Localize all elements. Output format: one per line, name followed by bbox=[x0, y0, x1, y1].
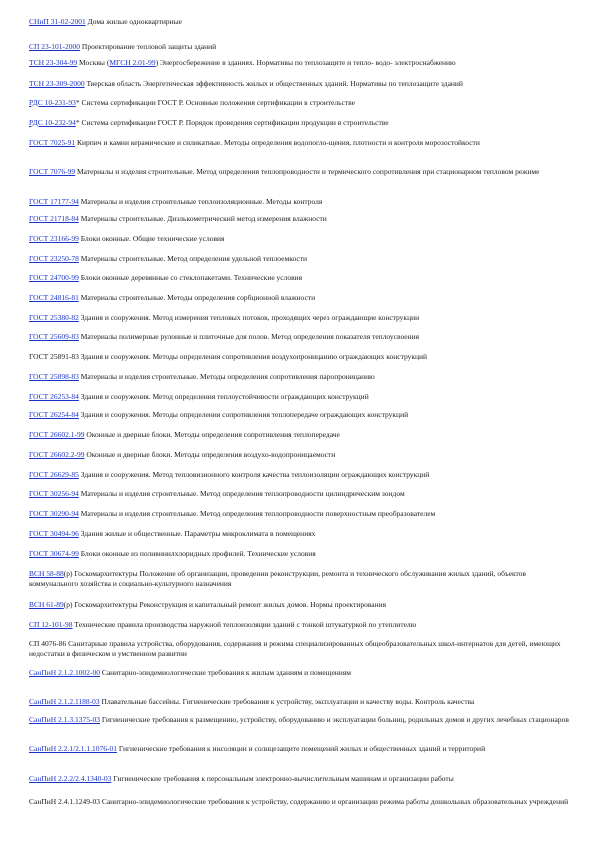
document-code-link[interactable]: СанПиН 2.2.1/2.1.1.1076-01 bbox=[29, 744, 118, 753]
reference-entry bbox=[29, 797, 569, 807]
document-title-text: Здания и сооружения. Метод определения теплоустойчивости ограждающих конструкций bbox=[78, 392, 369, 401]
document-title-text: СП 4076-86 Санитарные правила устройства, оборудования, содержания и режима специализированных общеобразовательных школ-интернатов для детей, имеющих недостатки в физическом и умственном развитии bbox=[29, 639, 561, 658]
document-code-link[interactable]: ГОСТ 26602.1-99 bbox=[29, 430, 85, 439]
document-title-text: Здания и сооружения. Методы определения сопротивления теплопередаче ограждающих конструкций bbox=[78, 410, 409, 419]
document-title-text: Технические правила производства наружной теплоизоляции зданий с тонкой штукатуркой по утеплителю bbox=[72, 620, 417, 629]
document-title-text: Здания и сооружения. Метод измерения тепловых потоков, проходящих через ограждающие конструкции bbox=[78, 313, 420, 322]
reference-entry bbox=[29, 332, 569, 342]
reference-entry bbox=[29, 293, 569, 303]
document-code-link[interactable]: ТСН 23-309-2000 bbox=[29, 79, 85, 88]
document-code-link[interactable]: СанПиН 2.1.3.1375-03 bbox=[29, 715, 100, 724]
reference-entry bbox=[29, 744, 569, 754]
document-code-link[interactable]: ВСН 58-88 bbox=[29, 569, 64, 578]
document-code-link[interactable]: ГОСТ 25609-83 bbox=[29, 332, 79, 341]
document-title-text: Материалы и изделия строительные. Метод определения теплопроводности и термического сопротивления при стационарном тепловом режиме bbox=[75, 167, 540, 176]
reference-entry bbox=[29, 529, 569, 539]
document-title-text: Материалы строительные. Метод определения удельной теплоемкости bbox=[78, 254, 308, 263]
document-title-text: Здания и сооружения. Метод тепловизионного контроля качества теплоизоляции ограждающих конструкций bbox=[78, 470, 430, 479]
document-code-link[interactable]: СП 12-101-98 bbox=[29, 620, 73, 629]
document-code-link[interactable]: ГОСТ 26602.2-99 bbox=[29, 450, 85, 459]
reference-entry bbox=[29, 715, 569, 725]
document-code-link[interactable]: СанПиН 2.1.2.1188-03 bbox=[29, 697, 100, 706]
reference-entry bbox=[29, 392, 569, 402]
document-title-text: (р) Госкомархитектуры Реконструкция и капитальный ремонт жилых домов. Нормы проектирования bbox=[63, 600, 387, 609]
reference-entry bbox=[29, 42, 569, 52]
document-code-link[interactable]: СНиП 31-02-2001 bbox=[29, 17, 86, 26]
document-title-text: СанПиН 2.4.1.1249-03 Санитарно-эпидемиологические требования к устройству, содержанию и организации режима работы дошкольных образовательных учреждений bbox=[29, 797, 569, 806]
document-code-link[interactable]: ГОСТ 24700-99 bbox=[29, 273, 79, 282]
document-code-link[interactable]: РДС 10-232-94 bbox=[29, 118, 76, 127]
reference-entry bbox=[29, 17, 569, 27]
document-title-text: Проектирование тепловой защиты зданий bbox=[80, 42, 217, 51]
reference-entry bbox=[29, 197, 569, 207]
document-code-link[interactable]: ГОСТ 25898-83 bbox=[29, 372, 79, 381]
document-title-text: Здания жилые и общественные. Параметры микроклимата в помещениях bbox=[78, 529, 316, 538]
reference-entry bbox=[29, 450, 569, 460]
reference-entry bbox=[29, 167, 569, 177]
reference-entry bbox=[29, 569, 569, 589]
document-code-link[interactable]: ГОСТ 17177-94 bbox=[29, 197, 79, 206]
document-code-link[interactable]: МГСН 2.01-99 bbox=[109, 58, 156, 67]
reference-entry bbox=[29, 620, 569, 630]
document-title-text: Москвы ( bbox=[77, 58, 110, 67]
document-code-link[interactable]: ГОСТ 7025-91 bbox=[29, 138, 76, 147]
reference-entry bbox=[29, 430, 569, 440]
reference-entry bbox=[29, 234, 569, 244]
document-code-link[interactable]: ГОСТ 7076-99 bbox=[29, 167, 76, 176]
reference-entry bbox=[29, 600, 569, 610]
document-title-text: Оконные и дверные блоки. Методы определения сопротивления теплопередаче bbox=[84, 430, 340, 439]
document-title-text: ГОСТ 25891-83 Здания и сооружения. Методы определения сопротивления воздухопроницанию ограждающих конструкций bbox=[29, 352, 428, 361]
reference-entry bbox=[29, 214, 569, 224]
reference-entry bbox=[29, 58, 569, 68]
reference-entry bbox=[29, 489, 569, 499]
reference-entry bbox=[29, 138, 569, 148]
document-code-link[interactable]: ГОСТ 23166-99 bbox=[29, 234, 79, 243]
document-title-text: Материалы строительные. Методы определения сорбционной влажности bbox=[78, 293, 316, 302]
document-code-link[interactable]: ГОСТ 26254-84 bbox=[29, 410, 79, 419]
reference-entry bbox=[29, 118, 569, 128]
document-code-link[interactable]: ТСН 23-304-99 bbox=[29, 58, 78, 67]
reference-entry bbox=[29, 372, 569, 382]
reference-entry bbox=[29, 509, 569, 519]
document-title-text: Кирпич и камни керамические и силикатные. Методы определения водопогло-щения, плотности и контроля морозостойкости bbox=[75, 138, 480, 147]
reference-entry bbox=[29, 639, 569, 659]
reference-entry bbox=[29, 549, 569, 559]
document-code-link[interactable]: ГОСТ 30674-99 bbox=[29, 549, 79, 558]
reference-entry bbox=[29, 352, 569, 362]
document-code-link[interactable]: ГОСТ 30290-94 bbox=[29, 509, 79, 518]
document-title-text: Оконные и дверные блоки. Методы определения воздухо-водопроницаемости bbox=[84, 450, 336, 459]
document-title-text: Гигиенические требования к размещению, устройству, оборудованию и эксплуатации больниц, родильных домов и других лечебных стационаров bbox=[99, 715, 569, 724]
document-code-link[interactable]: ВСН 61-89 bbox=[29, 600, 64, 609]
document-title-text: Блоки оконные. Общие технические условия bbox=[78, 234, 225, 243]
document-title-text: Материалы строительные. Диэлькометрический метод измерения влажности bbox=[78, 214, 327, 223]
document-code-link[interactable]: СП 23-101-2000 bbox=[29, 42, 81, 51]
document-code-link[interactable]: СанПиН 2.2.2/2.4.1340-03 bbox=[29, 774, 112, 783]
document-code-link[interactable]: ГОСТ 30256-94 bbox=[29, 489, 79, 498]
document-code-link[interactable]: ГОСТ 30494-96 bbox=[29, 529, 79, 538]
document-code-link[interactable]: ГОСТ 23250-78 bbox=[29, 254, 79, 263]
document-title-text: Материалы и изделия строительные. Метод определения теплопроводности цилиндрическим зондом bbox=[78, 489, 405, 498]
reference-entry bbox=[29, 98, 569, 108]
document-code-link[interactable]: РДС 10-231-93 bbox=[29, 98, 76, 107]
document-code-link[interactable]: ГОСТ 24816-81 bbox=[29, 293, 79, 302]
document-title-text: (р) Госкомархитектуры Положение об организации, проведении реконструкции, ремонта и технического обслуживания жилых зданий, объектов коммунального хозяйства и социально-культурного назначения bbox=[29, 569, 526, 588]
reference-entry bbox=[29, 273, 569, 283]
document-title-text: Дома жилые одноквартирные bbox=[85, 17, 182, 26]
reference-entry bbox=[29, 410, 569, 420]
document-title-text: Материалы и изделия строительные теплоизоляционные. Методы контроля bbox=[78, 197, 323, 206]
document-title-text: Материалы и изделия строительные. Метод определения теплопроводности поверхностным преобразователем bbox=[78, 509, 436, 518]
document-title-text: Плавательные бассейны. Гигиенические требования к устройству, эксплуатации и качеству воды. Контроль качества bbox=[99, 697, 475, 706]
document-title-text: Блоки оконные из поливинилхлоридных профилей. Технические условия bbox=[78, 549, 316, 558]
document-code-link[interactable]: ГОСТ 21718-84 bbox=[29, 214, 79, 223]
document-title-text: Тверская область Энергетическая эффективность жилых и общественных зданий. Нормативы по теплозащите зданий bbox=[84, 79, 463, 88]
document-code-link[interactable]: ГОСТ 26629-85 bbox=[29, 470, 79, 479]
reference-entry bbox=[29, 254, 569, 264]
reference-entry bbox=[29, 697, 569, 707]
document-title-text: Блоки оконные деревянные со стеклопакетами. Технические условия bbox=[78, 273, 303, 282]
document-title-text: Санитарно-эпидемиологические требования к жилым зданиям и помещениям bbox=[99, 668, 351, 677]
document-title-text: Гигиенические требования к персональным электронно-вычислительным машинам и организации работы bbox=[111, 774, 454, 783]
document-code-link[interactable]: СанПиН 2.1.2.1002-00 bbox=[29, 668, 100, 677]
reference-entry bbox=[29, 668, 569, 678]
document-title-text: * Система сертификации ГОСТ Р. Порядок проведения сертификации продукции в строительстве bbox=[75, 118, 389, 127]
reference-entry bbox=[29, 313, 569, 323]
document-title-text: Материалы полимерные рулонные и плиточные для полов. Метод определения показателя теплоусвоения bbox=[78, 332, 420, 341]
document-code-link[interactable]: ГОСТ 26253-84 bbox=[29, 392, 79, 401]
document-title-text: Материалы и изделия строительные. Методы определения сопротивления паропроницанию bbox=[78, 372, 375, 381]
document-code-link[interactable]: ГОСТ 25380-82 bbox=[29, 313, 79, 322]
document-title-text: Гигиенические требования к инсоляции и солнцезащите помещений жилых и общественных зданий и территорий bbox=[117, 744, 486, 753]
reference-entry bbox=[29, 79, 569, 89]
reference-entry bbox=[29, 774, 569, 784]
reference-entry bbox=[29, 470, 569, 480]
document-title-text: ) Энергосбережение в зданиях. Нормативы по теплозащите и тепло- водо- электроснабжению bbox=[155, 58, 456, 67]
document-title-text: * Система сертификации ГОСТ Р. Основные положения сертификации в строительстве bbox=[75, 98, 355, 107]
